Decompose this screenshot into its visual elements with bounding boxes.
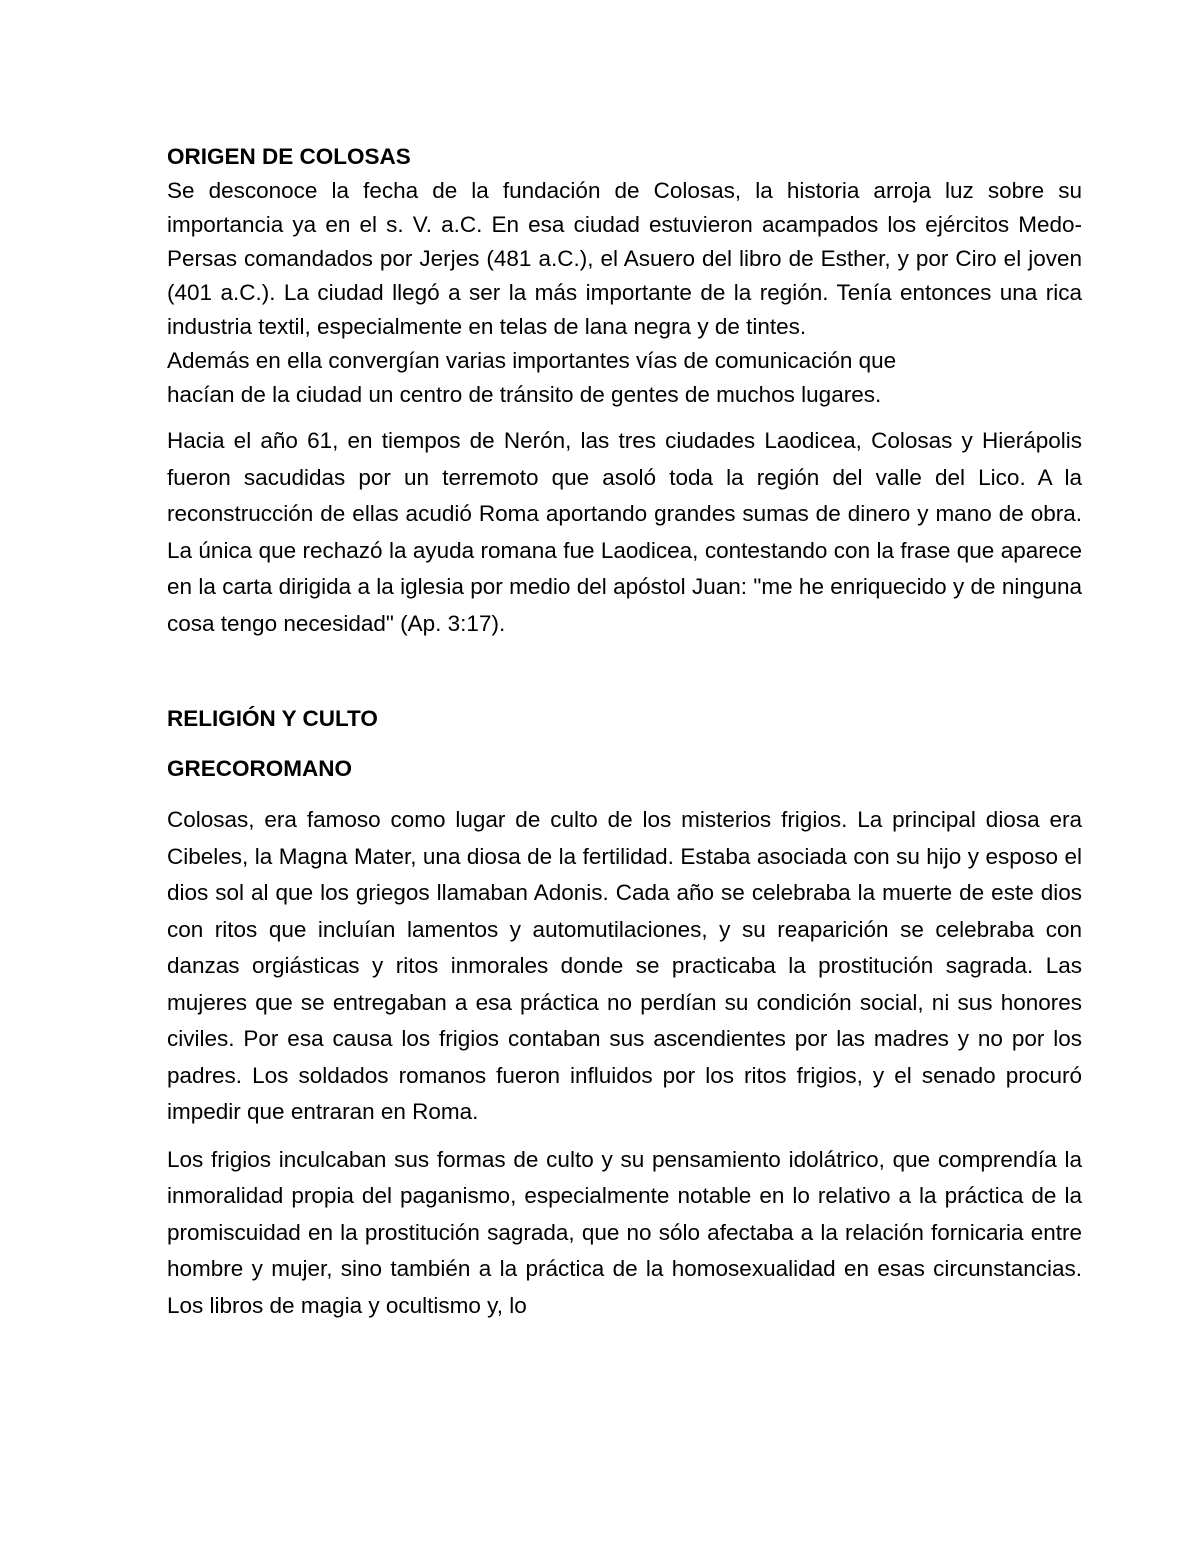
paragraph-origen-2-line-1: Además en ella convergían varias importantes vías de comunicación que: [167, 348, 897, 373]
paragraph-religion-2: Los frigios inculcaban sus formas de culto y su pensamiento idolátrico, que comprendía la inmoralidad propia del paganismo, especialmente notable en lo relativo a la práctica de la promiscuidad en la prostitución sagrada, que no sólo afectaba a la relación fornicaria entre hombre y mujer, sino también a la práctica de la homosexualidad en esas circunstancias. Los libros de magia y ocultismo y, lo: [167, 1146, 1082, 1318]
paragraph-religion-1: Colosas, era famoso como lugar de culto de los misterios frigios. La principal diosa era Cibeles, la Magna Mater, una diosa de la fertilidad. Estaba asociada con su hijo y esposo el dios sol al que los griegos llamaban Adonis. Cada año se celebraba la muerte de este dios con ritos que incluían lamentos y automutilaciones, y su reaparición se celebraba con danzas orgiásticas y ritos inmorales donde se practicaba la prostitución sagrada. Las mujeres que se entregaban a esa práctica no perdían su condición social, ni sus honores civiles. Por esa causa los frigios contaban sus ascendientes por las madres y no por los padres. Los soldados romanos fueron influidos por los ritos frigios, y el senado procuró impedir que entraran en Roma.: [167, 807, 1082, 1124]
paragraph-origen-1: Se desconoce la fecha de la fundación de Colosas, la historia arroja luz sobre su importancia ya en el s. V. a.C. En esa ciudad estuvieron acampados los ejércitos Medo-Persas comandados por Jerjes (481 a.C.), el Asuero del libro de Esther, y por Ciro el joven (401 a.C.). La ciudad llegó a ser la más importante de la región. Tenía entonces una rica industria textil, especialmente en telas de lana negra y de tintes.: [167, 178, 1082, 339]
section-heading-religion: RELIGIÓN Y CULTO: [167, 706, 378, 731]
section-heading-origen: ORIGEN DE COLOSAS: [167, 144, 411, 169]
section-subheading-grecoromano: GRECOROMANO: [167, 756, 352, 781]
paragraph-origen-3: Hacia el año 61, en tiempos de Nerón, las tres ciudades Laodicea, Colosas y Hierápolis fueron sacudidas por un terremoto que asoló toda la región del valle del Lico. A la reconstrucción de ellas acudió Roma aportando grandes sumas de dinero y mano de obra. La única que rechazó la ayuda romana fue Laodicea, contestando con la frase que aparece en la carta dirigida a la iglesia por medio del apóstol Juan: "me he enriquecido y de ninguna cosa tengo necesidad" (Ap. 3:17).: [167, 428, 1082, 636]
paragraph-origen-2-line-2: hacían de la ciudad un centro de tránsito de gentes de muchos lugares.: [167, 382, 882, 407]
document-page: [167, 140, 1082, 1324]
